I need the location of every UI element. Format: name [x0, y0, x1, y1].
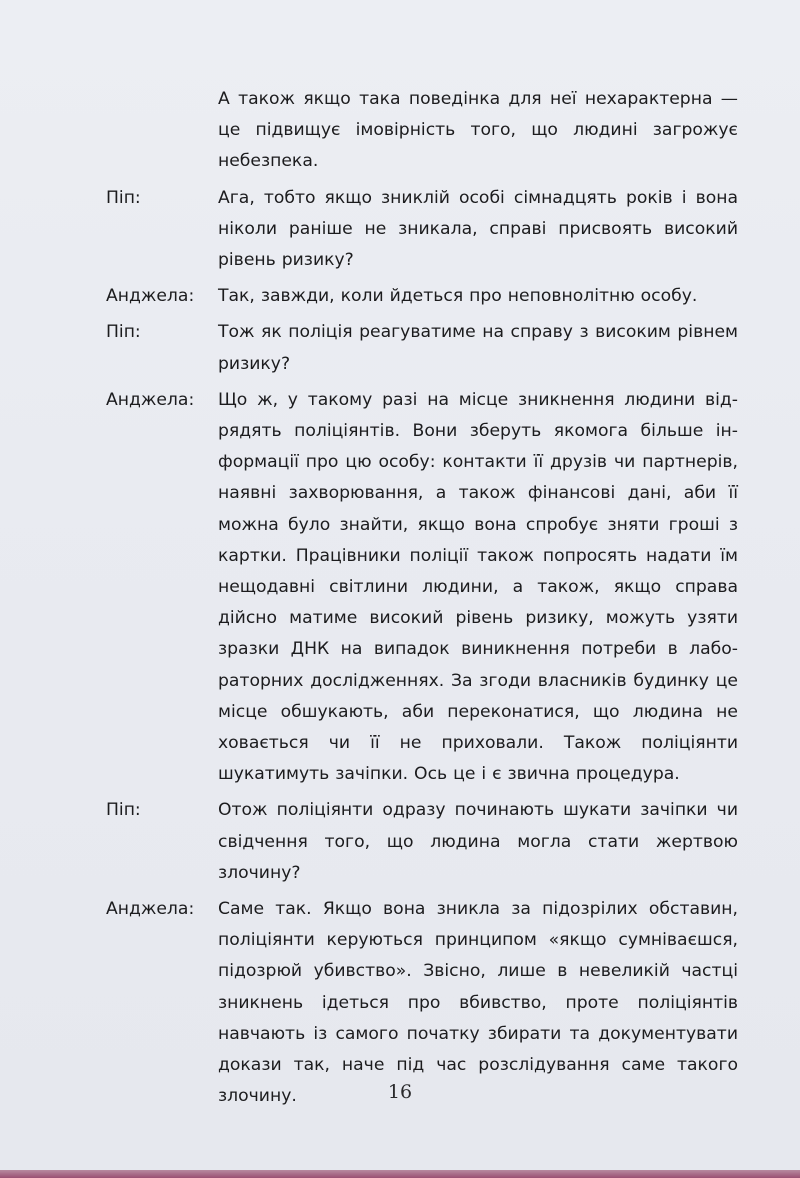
speaker-label: Анджела: — [106, 899, 195, 920]
dialogue-entry — [106, 84, 738, 178]
speaker-label: Піп: — [106, 322, 141, 343]
page-number: 16 — [387, 1081, 413, 1103]
speech-text: Саме так. Якщо вона зникла за підозрілих обставин, поліціянти керуються принципом «якщо сумніваєшся, підозрюй убивство». Звісно, лише в невеликій частці зникнень ідеться про вбивство, проте поліціянтів навчають із самого початку збирати та документувати докази так, наче під час розслідування саме такого злочину. — [218, 899, 738, 1107]
speech-text: Так, завжди, коли йдеться про неповнолітню особу. — [218, 286, 698, 307]
dialogue-entry — [106, 281, 738, 312]
speech-text: Що ж, у такому разі на місце зникнення людини відрядять поліціянтів. Вони зберуть якомога більше інформації про цю особу: контакти її друзів чи партнерів, наявні захворювання, а також фінансові дані, аби її можна було знайти, якщо вона спробує зняти гроші з картки. Працівники поліції також попросять надати їм нещодавні світлини людини, а також, якщо справа дійсно матиме високий рівень ризику, можуть узяти зразки ДНК на випадок виникнення потреби в лабораторних дослідженнях. За згоди власників будинку це місце обшукають, аби переконатися, що людина не ховається чи її не приховали. Також поліціянти шукатимуть зачіпки. Ось це і є звична процедура. — [218, 389, 738, 785]
dialogue-entry — [106, 795, 738, 889]
speaker-label: Анджела: — [106, 286, 195, 307]
dialogue-entry — [106, 385, 738, 791]
dialogue-entry — [106, 183, 738, 277]
interview-dialogue — [106, 84, 738, 1118]
speech-text: Отож поліціянти одразу починають шукати зачіпки чи свідчення того, що людина могла стати жертвою злочину? — [218, 800, 738, 883]
dialogue-entry — [106, 317, 738, 379]
speech-text: Ага, тобто якщо зниклій особі сімнадцять років і вона ніколи раніше не зникала, справі присвоять високий рівень ризику? — [218, 187, 738, 271]
dialogue-entry — [106, 894, 738, 1112]
speech-text: А також якщо така поведінка для неї нехарактерна — це підвищує імовірність того, що людині загрожує небезпека. — [218, 89, 738, 172]
speaker-label: Піп: — [106, 187, 141, 208]
speech-text: Тож як поліція реагуватиме на справу з високим рівнем ризику? — [218, 322, 738, 374]
book-cover-edge — [0, 1170, 800, 1178]
speaker-label: Піп: — [106, 800, 141, 821]
speaker-label: Анджела: — [106, 389, 195, 410]
speaker-label — [106, 84, 218, 178]
